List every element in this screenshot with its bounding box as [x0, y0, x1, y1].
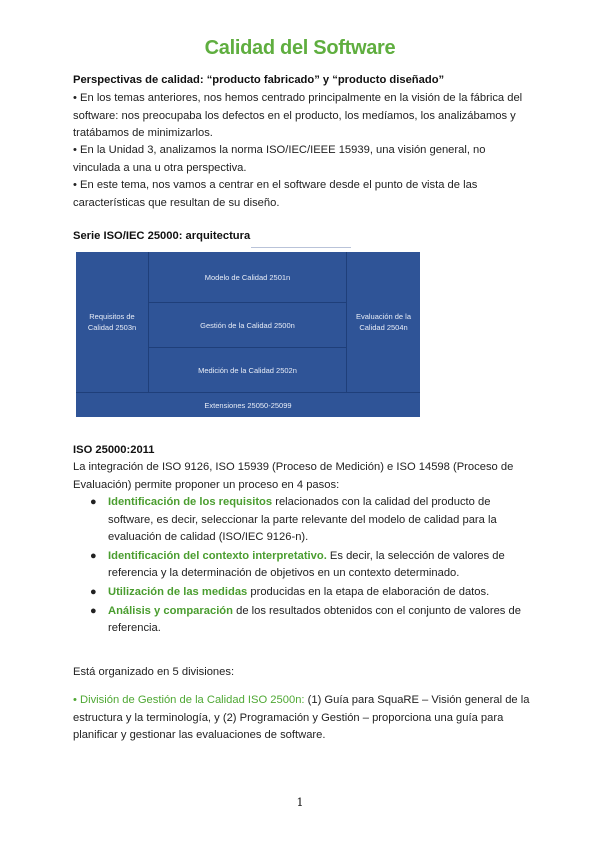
step-text: producidas en la etapa de elaboración de datos.	[247, 585, 490, 598]
diagram-medicion	[149, 348, 346, 392]
step-text: Es decir, la selección de valores de referencia y la determinación de objetivos en un contexto determinado.	[108, 549, 505, 580]
perspectivas-bullet-1: • En los temas anteriores, nos hemos centrado principalmente en la visión de la fábrica del software: nos preocupaba los defectos en el producto, los medíamos, los analizábamos y tratábamos de minimizarlos.	[73, 92, 523, 140]
page-title: Calidad del Software	[204, 37, 396, 59]
step-text: de los resultados obtenidos con el conjunto de valores de referencia.	[108, 604, 521, 635]
step-highlight: Identificación de los requisitos	[108, 496, 273, 508]
list-item	[86, 584, 526, 602]
diagram-extensiones	[76, 393, 420, 417]
page-number: 1	[296, 796, 304, 809]
perspectivas-bullet-3: • En este tema, nos vamos a centrar en el software desde el punto de vista de las características que resultan de su diseño.	[73, 179, 478, 209]
bullet-icon: ●	[90, 496, 97, 508]
diagram-requisitos-label: Requisitos de Calidad 2503n	[87, 312, 137, 332]
diagram-medicion-label: Medición de la Calidad 2502n	[198, 365, 297, 375]
iso-intro: La integración de ISO 9126, ISO 15939 (Proceso de Medición) e ISO 14598 (Proceso de Evaluación) permite proponer un proceso en 4 pasos:	[73, 461, 514, 491]
diagram-requisitos	[76, 252, 148, 392]
step-highlight: Utilización de las medidas	[108, 585, 248, 598]
iso-heading: ISO 25000:2011	[73, 444, 155, 456]
diagram-gestion	[149, 303, 346, 347]
list-item	[86, 548, 526, 583]
bullet-icon: ●	[90, 549, 97, 562]
bullet-icon: ●	[90, 585, 97, 598]
diagram-extensiones-label: Extensiones 25050-25099	[204, 400, 292, 410]
bullet-icon: ●	[90, 604, 97, 617]
diagram-gestion-label: Gestión de la Calidad 2500n	[200, 320, 295, 330]
iso-steps-list	[86, 494, 526, 639]
list-item	[86, 494, 526, 547]
divisiones-item-1	[73, 692, 533, 745]
list-item	[86, 603, 526, 638]
diagram-evaluacion-label: Evaluación de la Calidad 2504n	[355, 312, 412, 332]
division-highlight: • División de Gestión de la Calidad ISO 2500n:	[73, 694, 305, 706]
diagram-evaluacion	[347, 252, 420, 392]
divisiones-intro: Está organizado en 5 divisiones:	[73, 666, 235, 678]
diagram-top-line	[251, 247, 351, 248]
step-text: relacionados con la calidad del producto de software, es decir, seleccionar la parte relevante del modelo de calidad para la evaluación de calidad (ISO/IEC 9126-n).	[108, 496, 497, 544]
step-highlight: Identificación del contexto interpretativo.	[108, 549, 327, 562]
diagram-modelo-label: Modelo de Calidad 2501n	[204, 272, 291, 282]
division-text: (1) Guía para SquaRE – Visión general de la estructura y la terminología, y (2) Programación y Gestión – proporciona una guía para planificar y gestionar las evaluaciones de software.	[73, 694, 530, 742]
step-highlight: Análisis y comparación	[108, 604, 233, 617]
perspectivas-bullet-2: • En la Unidad 3, analizamos la norma ISO/IEC/IEEE 15939, una visión general, no vinculada a una u otra perspectiva.	[73, 144, 486, 174]
architecture-diagram	[76, 252, 420, 417]
perspectivas-heading: Perspectivas de calidad: “producto fabricado” y “producto diseñado”	[73, 74, 445, 86]
diagram-modelo	[149, 252, 346, 302]
serie-heading: Serie ISO/IEC 25000: arquitectura	[73, 230, 251, 242]
